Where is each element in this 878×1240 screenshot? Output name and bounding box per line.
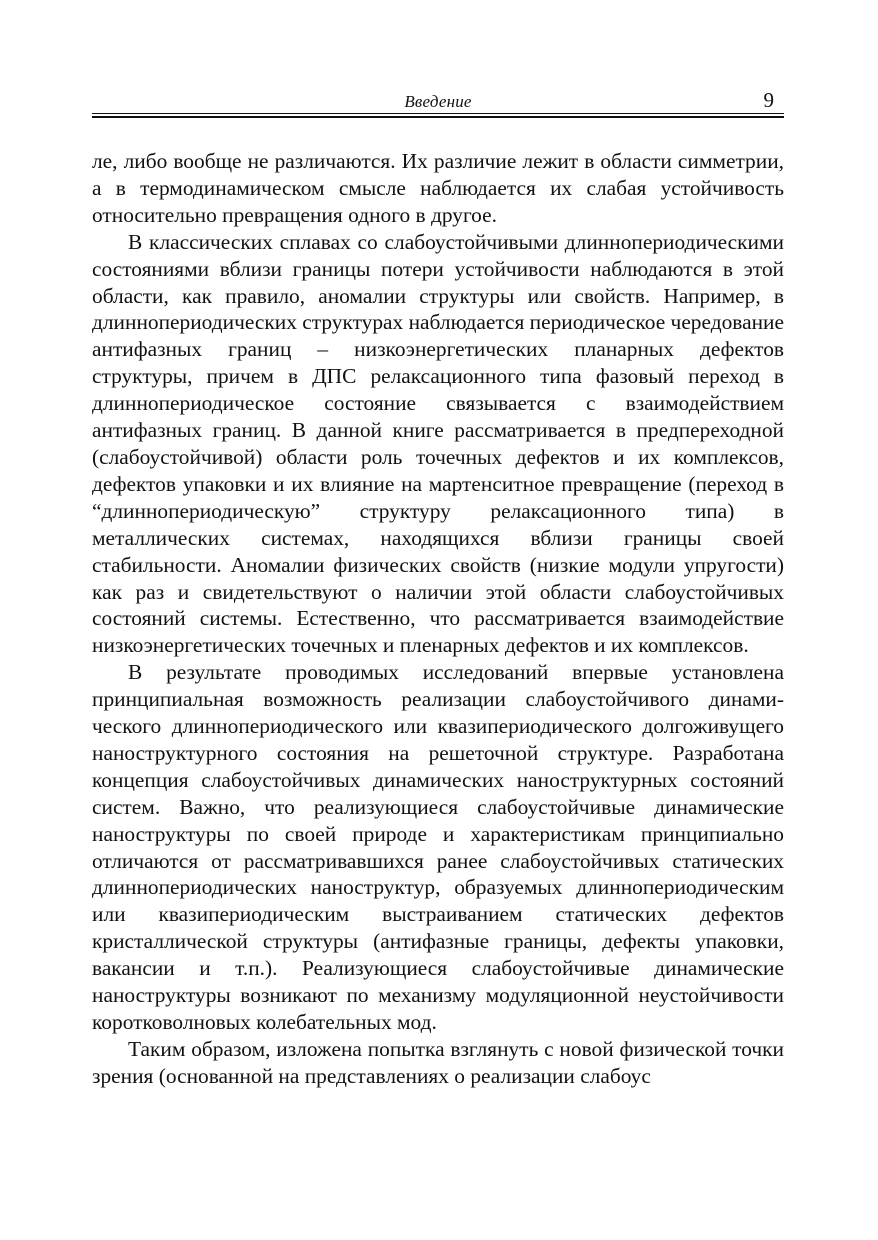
header-rule-thin: [92, 113, 784, 114]
page-number: 9: [763, 88, 774, 112]
paragraph: В результате проводимых исследований впервые установлена принципиальная возможность реализации слабоустойчивого динамического длиннопериодического или квазипериодического долгоживущего наноструктурного состояния на решеточной структуре. Разработана концепция слабоустойчивых динамических наноструктурных состояний систем. Важно, что реализующиеся слабоустойчивые динамические наноструктуры по своей природе и характеристикам принципиально отличаются от рассматривавшихся ранее слабоустойчивых статических длиннопериодических наноструктур, образуемых длиннопериодическим или квазипериодическим выстраиванием статических дефектов кристаллической структуры (антифазные границы, дефекты упаковки, вакансии и т.п.). Реализующиеся слабоустойчивые динамические наноструктуры возникают по механизму модуляционной неустойчивости коротковолновых колебательных мод.: [92, 660, 784, 1034]
chapter-title: Введение: [404, 92, 472, 111]
body-text: [92, 148, 784, 1090]
running-header: [92, 84, 784, 114]
book-page: [92, 84, 784, 1090]
header-rule-thick: [92, 116, 784, 118]
paragraph: В классических сплавах со слабоустойчивыми длиннопериодическими состояниями вблизи границы потери устойчивости наблюдаются в этой области, как правило, аномалии структуры или свойств. Например, в длиннопериодических структурах наблюдается периодическое чередование антифазных границ – низкоэнергетических планарных дефектов структуры, причем в ДПС релаксационного типа фазовый переход в длиннопериодическое состояние связывается с взаимодействием антифазных границ. В данной книге рассматривается в предпереходной (слабоустойчивой) области роль точечных дефектов и их комплексов, дефектов упаковки и их влияние на мартенситное превращение (переход в “длиннопериодическую” структуру релаксационного типа) в металлических системах, находящихся вблизи границы своей стабильности. Аномалии физических свойств (низкие модули упругости) как раз и свидетельствуют о наличии этой области слабоустойчивых состояний системы. Естественно, что рассматривается взаимодействие низкоэнергетических точечных и пленарных дефектов и их комплексов.: [92, 229, 784, 658]
paragraph: Таким образом, изложена попытка взглянуть с новой физической точки зрения (основанной на представлениях о реализации слабоус: [92, 1036, 784, 1088]
paragraph: ле, либо вообще не различаются. Их различие лежит в области симметрии, а в термодинамическом смысле наблюдается их слабая устойчивость относительно превращения одного в другое.: [92, 149, 784, 227]
